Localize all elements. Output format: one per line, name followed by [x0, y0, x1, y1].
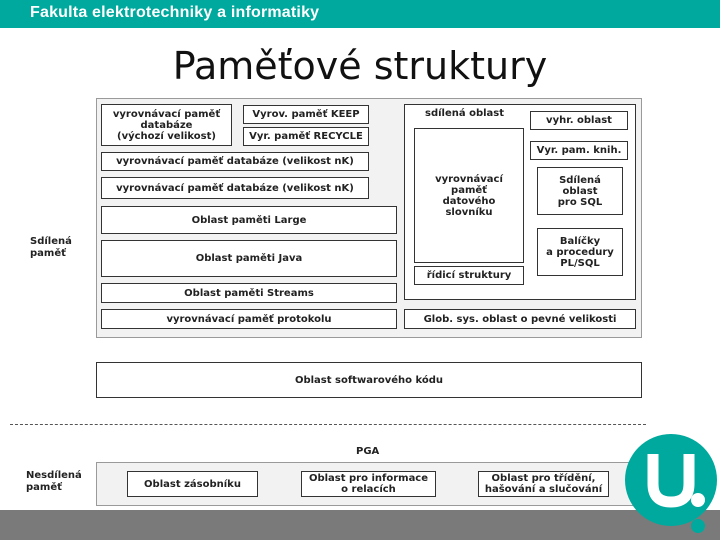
- stack-space-box: Oblast zásobníku: [127, 471, 258, 497]
- plsql-area-box: Balíčky a procedury PL/SQL: [537, 228, 623, 276]
- shared-sql-area-box: Sdílená oblast pro SQL: [537, 167, 623, 215]
- university-logo-icon: [622, 432, 720, 540]
- recycle-cache-box: Vyr. paměť RECYCLE: [243, 127, 369, 146]
- footer-band: [0, 510, 720, 540]
- fixed-sga-box: Glob. sys. oblast o pevné velikosti: [404, 309, 636, 329]
- faculty-title: Fakulta elektrotechniky a informatiky: [30, 4, 320, 21]
- shared-memory-label: Sdílená paměť: [30, 236, 72, 259]
- memory-separator-line: [10, 424, 646, 425]
- session-info-box: Oblast pro informace o relacích: [301, 471, 436, 497]
- header-bar: [0, 0, 720, 28]
- sort-area-box: Oblast pro třídění, hašování a slučování: [478, 471, 609, 497]
- keep-cache-box: Vyrov. paměť KEEP: [243, 105, 369, 124]
- streams-pool-box: Oblast paměti Streams: [101, 283, 397, 303]
- buffer-cache-nk-box-1: vyrovnávací paměť databáze (velikost nK): [101, 152, 369, 171]
- dictionary-cache-box: vyrovnávací paměť datového slovníku: [414, 128, 524, 263]
- unshared-memory-label: Nesdílená paměť: [26, 470, 82, 493]
- redo-log-buffer-box: vyrovnávací paměť protokolu: [101, 309, 397, 329]
- software-code-area-box: Oblast softwarového kódu: [96, 362, 642, 398]
- large-pool-box: Oblast paměti Large: [101, 206, 397, 234]
- buffer-cache-default-box: vyrovnávací paměť databáze (výchozí velikost): [101, 104, 232, 146]
- shared-pool-box: sdílená oblast: [404, 104, 636, 300]
- slide-title: Paměťové struktury: [172, 44, 548, 88]
- pga-label: PGA: [356, 446, 380, 457]
- buffer-cache-nk-box-2: vyrovnávací paměť databáze (velikost nK): [101, 177, 369, 199]
- reserved-area-box: vyhr. oblast: [530, 111, 628, 130]
- control-structures-box: řídicí struktury: [414, 266, 524, 285]
- library-cache-box: Vyr. pam. knih.: [530, 141, 628, 160]
- java-pool-box: Oblast paměti Java: [101, 240, 397, 277]
